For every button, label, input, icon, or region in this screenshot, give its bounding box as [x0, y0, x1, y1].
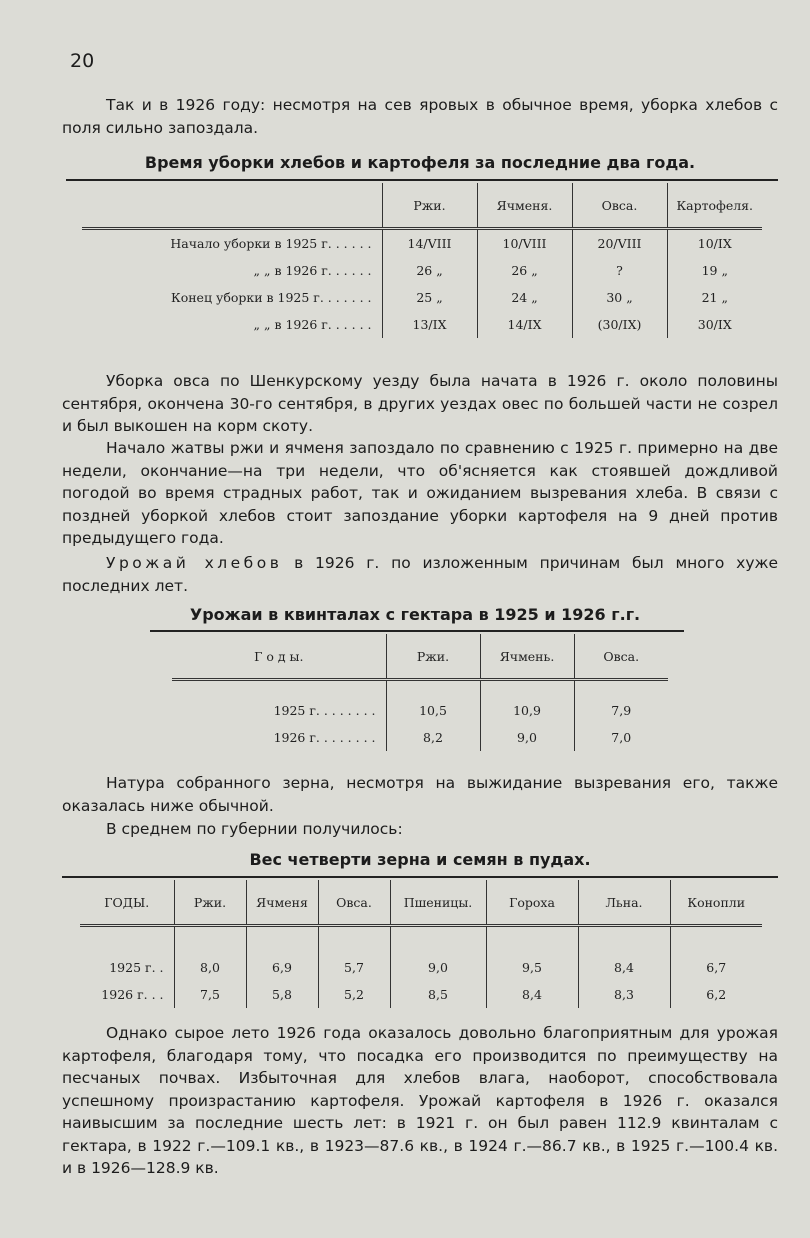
table-cell: 8,5 [390, 981, 486, 1008]
table-cell: 9,0 [480, 724, 574, 751]
table3-header-barley: Ячменя [246, 880, 318, 926]
table3-header-hemp: Конопли [670, 880, 762, 926]
table3-header-flax: Льна. [578, 880, 670, 926]
table-cell: 7,5 [174, 981, 246, 1008]
table-cell: 8,4 [486, 981, 578, 1008]
paragraph-oats-text: Уборка овса по Шенкурскому уезду была начата в 1926 г. около половины сентября, окончена 30-го сентября, в других уездах овес по большей части не созрел и был выкошен на корм скоту. [62, 372, 778, 435]
paragraph-oats [62, 370, 778, 438]
table-cell: 9,5 [486, 954, 578, 981]
paragraph-grain-quality-text: Натура собранного зерна, несмотря на выжидание вызревания его, также оказалась ниже обычной. [62, 774, 778, 815]
table-cell: 6,2 [670, 981, 762, 1008]
table-cell: 14/IX [477, 311, 572, 338]
table-cell: (30/IX) [572, 311, 667, 338]
table-cell: 6,7 [670, 954, 762, 981]
paragraph-potato-text: Однако сырое лето 1926 года оказалось довольно благоприятным для урожая картофеля, благодаря тому, что посадка его производится по преимуществу на песчаных почвах. Избыточная для хлебов влага, наоборот, способствовала успешному произрастанию картофеля. Урожай картофеля в 1926 г. оказался наивысшим за последние шесть лет: в 1921 г. он был равен 112.9 квинталам с гектара, в 1922 г.—109.1 кв., в 1923—87.6 кв., в 1924 г.—86.7 кв., в 1925 г.—100.4 кв. и в 1926—128.9 кв. [62, 1024, 778, 1177]
table2-header-oats: Овса. [574, 634, 668, 680]
table1-header-blank [82, 183, 382, 229]
table-cell: 8,3 [578, 981, 670, 1008]
paragraph-delay [62, 437, 778, 550]
table1-caption: Время уборки хлебов и картофеля за последние два года. [144, 153, 696, 172]
table-cell: 8,4 [578, 954, 670, 981]
table-row [80, 954, 762, 981]
intro-text: Так и в 1926 году: несмотря на сев яровых в обычное время, уборка хлебов с поля сильно запоздала. [62, 96, 778, 137]
row-label: 1926 г. . . [101, 987, 164, 1002]
table2-header-barley: Ячмень. [480, 634, 574, 680]
table-cell: 7,0 [574, 724, 668, 751]
table-row [82, 311, 762, 338]
row-label: „ „ в 1926 г. . . . . . [253, 263, 372, 278]
table-cell: 5,7 [318, 954, 390, 981]
table-cell: 13/IX [382, 311, 477, 338]
row-label: 1925 г. . . . . . . . [273, 703, 376, 718]
table-cell: 26 „ [382, 257, 477, 284]
table-cell: 19 „ [667, 257, 762, 284]
table-row [80, 981, 762, 1008]
paragraph-average-text: В среднем по губернии получилось: [106, 820, 403, 838]
table-cell: 7,9 [574, 697, 668, 724]
yield-table [172, 634, 668, 751]
paragraph-harvest-spaced: Урожай хлебов [106, 554, 283, 572]
table3-caption: Вес четверти зерна и семян в пудах. [249, 850, 591, 869]
table2-header-years: Г о д ы. [254, 648, 304, 664]
paragraph-harvest-text: в 1926 г. по изложенным причинам был много хуже последних лет. [62, 554, 778, 595]
table-cell: 10,9 [480, 697, 574, 724]
table3-header-rye: Ржи. [174, 880, 246, 926]
intro-paragraph [62, 94, 778, 139]
table-cell: 9,0 [390, 954, 486, 981]
row-label: „ „ в 1926 г. . . . . . [253, 317, 372, 332]
table-cell: 24 „ [477, 284, 572, 311]
paragraph-potato [62, 1022, 778, 1180]
table3-header-peas: Гороха [486, 880, 578, 926]
table3-header-oats: Овса. [318, 880, 390, 926]
table-row [82, 229, 762, 258]
row-label: 1925 г. . [109, 960, 164, 975]
table-cell: 25 „ [382, 284, 477, 311]
table2-header-rye: Ржи. [386, 634, 480, 680]
table3-top-rule [62, 876, 778, 878]
harvest-time-table [82, 183, 762, 338]
grain-weight-table [80, 880, 762, 1008]
table2-top-rule [150, 630, 684, 632]
table1-header-oats: Овса. [572, 183, 667, 229]
table-cell: ? [572, 257, 667, 284]
paragraph-average [62, 818, 778, 841]
table-cell: 10,5 [386, 697, 480, 724]
table-cell: 30/IX [667, 311, 762, 338]
table3-header-wheat: Пшеницы. [390, 880, 486, 926]
table-cell: 8,0 [174, 954, 246, 981]
table-row [172, 697, 668, 724]
table2-header-row [172, 634, 668, 680]
spacer-row [80, 926, 762, 955]
table3-header-row [80, 880, 762, 926]
table-row [82, 257, 762, 284]
table1-header-row [82, 183, 762, 229]
row-label: Начало уборки в 1925 г. . . . . . [170, 236, 372, 251]
table1-top-rule [66, 179, 778, 181]
row-label: Конец уборки в 1925 г. . . . . . . [171, 290, 372, 305]
table-cell: 26 „ [477, 257, 572, 284]
table-cell: 6,9 [246, 954, 318, 981]
table1-header-barley: Ячменя. [477, 183, 572, 229]
table1-header-potato: Картофеля. [667, 183, 762, 229]
table-cell: 8,2 [386, 724, 480, 751]
paragraph-delay-text: Начало жатвы ржи и ячменя запоздало по сравнению с 1925 г. примерно на две недели, окончание—на три недели, что об'ясняется как стоявшей дождливой погодой во время страдных работ, так и ожиданием вызревания хлеба. В связи с поздней уборкой хлебов стоит запоздание уборки картофеля на 9 дней против предыдущего года. [62, 439, 778, 547]
table3-header-years: ГОДЫ. [104, 894, 150, 910]
table-cell: 30 „ [572, 284, 667, 311]
table-cell: 10/IX [667, 229, 762, 258]
spacer-row [172, 680, 668, 698]
table-cell: 5,2 [318, 981, 390, 1008]
page-number: 20 [70, 50, 95, 72]
table-row [82, 284, 762, 311]
paragraph-harvest [62, 552, 778, 597]
table-cell: 14/VIII [382, 229, 477, 258]
table-cell: 20/VIII [572, 229, 667, 258]
paragraph-grain-quality [62, 772, 778, 817]
table-row [172, 724, 668, 751]
table-cell: 5,8 [246, 981, 318, 1008]
table1-header-rye: Ржи. [382, 183, 477, 229]
table-cell: 21 „ [667, 284, 762, 311]
table2-caption: Урожаи в квинталах с гектара в 1925 и 1926 г.г. [189, 605, 641, 624]
row-label: 1926 г. . . . . . . . [273, 730, 376, 745]
table-cell: 10/VIII [477, 229, 572, 258]
